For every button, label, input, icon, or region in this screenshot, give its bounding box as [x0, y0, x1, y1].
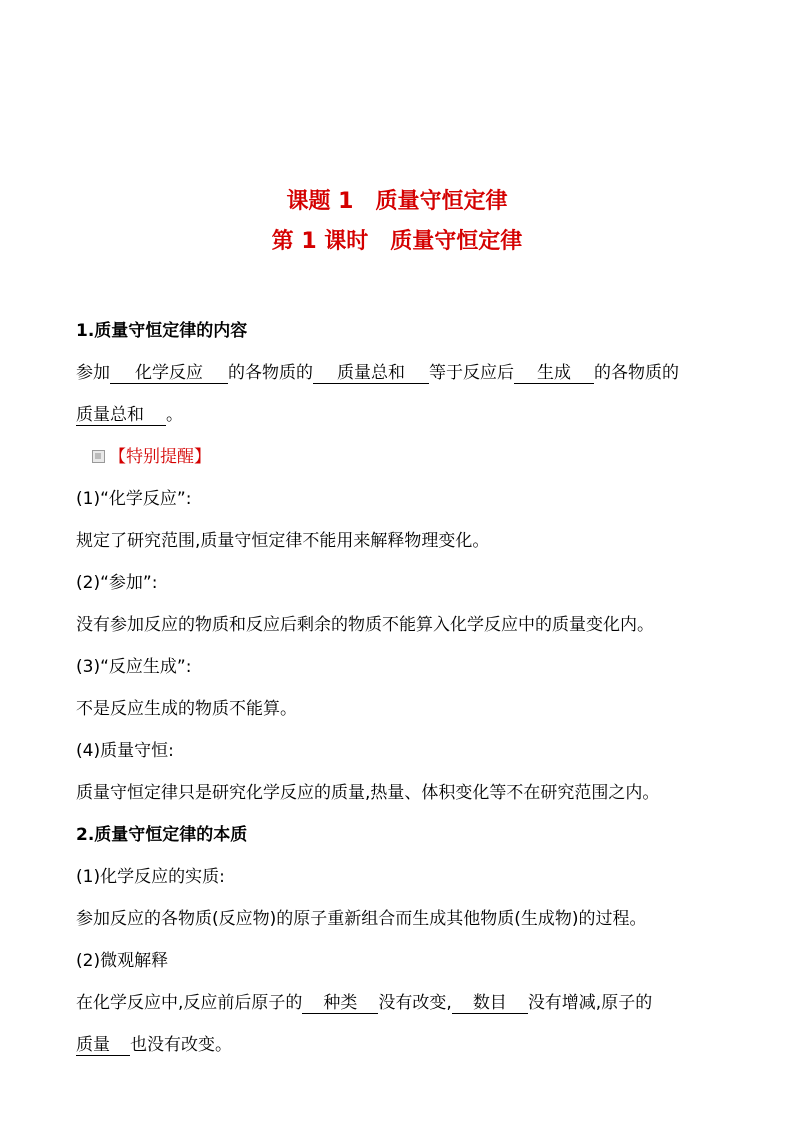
sub2-head: (2)微观解释	[76, 951, 169, 971]
blank-number: 数目	[452, 993, 528, 1014]
item1-head: (1)“化学反应”:	[76, 489, 192, 509]
law-content-line-2: 质量总和 。	[76, 405, 183, 425]
section2-heading: 2.质量守恒定律的本质	[76, 825, 248, 845]
item3-body: 不是反应生成的物质不能算。	[76, 699, 297, 719]
sub1-head: (1)化学反应的实质:	[76, 867, 225, 887]
item2-body: 没有参加反应的物质和反应后剩余的物质不能算入化学反应中的质量变化内。	[76, 615, 654, 635]
item4-head: (4)质量守恒:	[76, 741, 174, 761]
item4-body: 质量守恒定律只是研究化学反应的质量,热量、体积变化等不在研究范围之内。	[76, 783, 660, 803]
sub1-body: 参加反应的各物质(反应物)的原子重新组合而生成其他物质(生成物)的过程。	[76, 909, 647, 929]
lesson-title: 课题 1 质量守恒定律	[286, 189, 508, 214]
blank-mass: 质量	[76, 1035, 130, 1056]
blank-produce: 生成	[514, 363, 594, 384]
law-content-line-1: 参加 化学反应 的各物质的 质量总和 等于反应后 生成 的各物质的	[76, 363, 679, 383]
item3-head: (3)“反应生成”:	[76, 657, 192, 677]
title-block-1	[0, 186, 794, 218]
title-block-2	[0, 226, 794, 258]
period-title: 第 1 课时 质量守恒定律	[271, 229, 523, 254]
reminder-icon	[92, 450, 105, 463]
micro-explanation-line-1: 在化学反应中,反应前后原子的 种类 没有改变, 数目 没有增减,原子的	[76, 993, 653, 1013]
section1-heading: 1.质量守恒定律的内容	[76, 321, 248, 341]
micro-explanation-line-2: 质量 也没有改变。	[76, 1035, 232, 1055]
blank-kind: 种类	[302, 993, 378, 1014]
blank-mass-total-1: 质量总和	[313, 363, 429, 384]
item1-body: 规定了研究范围,质量守恒定律不能用来解释物理变化。	[76, 531, 490, 551]
blank-mass-total-2: 质量总和	[76, 405, 166, 426]
special-reminder: 【特别提醒】	[76, 436, 726, 478]
item2-head: (2)“参加”:	[76, 573, 158, 593]
document-body	[76, 310, 726, 1066]
blank-chemical-reaction: 化学反应	[110, 363, 228, 384]
